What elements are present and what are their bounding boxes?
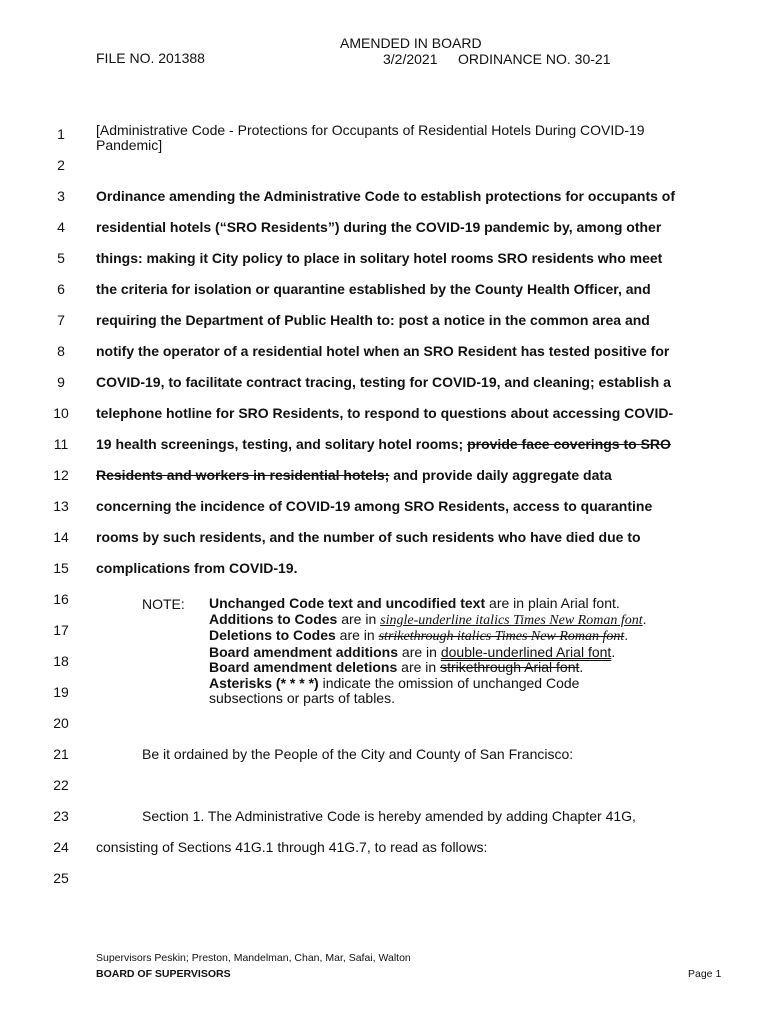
note-term: Board amendment deletions bbox=[209, 659, 398, 675]
line-number: 14 bbox=[53, 529, 69, 545]
line-number: 1 bbox=[57, 126, 65, 142]
note-term: Asterisks (* * * *) bbox=[209, 674, 319, 691]
ordinance-title-line-2: Pandemic] bbox=[96, 137, 163, 153]
line-number: 9 bbox=[57, 374, 65, 390]
summary-line: telephone hotline for SRO Residents, to respond to questions about accessing COVID- bbox=[96, 405, 674, 421]
note-style-sample: strikethrough Arial font bbox=[440, 659, 580, 675]
note-desc: are in bbox=[398, 643, 441, 660]
note-block bbox=[209, 596, 647, 707]
summary-line bbox=[96, 467, 612, 483]
summary-line: COVID-19, to facilitate contract tracing, testing for COVID-19, and cleaning; establish a bbox=[96, 374, 671, 390]
note-row bbox=[209, 596, 647, 612]
summary-line bbox=[96, 436, 671, 452]
line-number: 3 bbox=[57, 188, 65, 204]
line-number: 13 bbox=[53, 498, 69, 514]
summary-text: 19 health screenings, testing, and solitary hotel rooms; bbox=[96, 436, 468, 452]
note-desc: are in bbox=[337, 610, 381, 627]
note-desc: . bbox=[579, 659, 584, 675]
line-number: 24 bbox=[53, 839, 69, 855]
line-number: 17 bbox=[53, 622, 69, 638]
summary-line: concerning the incidence of COVID-19 among SRO Residents, access to quarantine bbox=[96, 498, 653, 514]
summary-line: complications from COVID-19. bbox=[96, 560, 298, 576]
line-number: 10 bbox=[53, 405, 69, 421]
line-number: 19 bbox=[53, 684, 69, 700]
note-style-sample: single-underline italics Times New Roman font bbox=[380, 612, 643, 628]
file-number: FILE NO. 201388 bbox=[96, 50, 205, 66]
deleted-text: provide face coverings to SRO bbox=[467, 436, 671, 452]
note-desc: are in bbox=[397, 659, 441, 675]
note-row: subsections or parts of tables. bbox=[209, 690, 395, 706]
deleted-text: Residents and workers in residential hotels; bbox=[96, 467, 390, 483]
footer-board: BOARD OF SUPERVISORS bbox=[96, 968, 231, 980]
line-number: 21 bbox=[53, 746, 69, 762]
note-row bbox=[209, 645, 647, 661]
line-number: 18 bbox=[53, 653, 69, 669]
note-row bbox=[209, 628, 647, 645]
note-style-sample: strikethrough italics Times New Roman font bbox=[378, 629, 625, 644]
ordinance-title-line-1: [Administrative Code - Protections for Occupants of Residential Hotels During COVID-19 bbox=[96, 122, 645, 138]
amended-label: AMENDED IN BOARD bbox=[340, 35, 482, 51]
summary-line: the criteria for isolation or quarantine established by the County Health Officer, and bbox=[96, 281, 651, 297]
summary-line: requiring the Department of Public Health to: post a notice in the common area and bbox=[96, 312, 650, 328]
line-number: 25 bbox=[53, 870, 69, 886]
line-number: 22 bbox=[53, 777, 69, 793]
note-label: NOTE: bbox=[142, 596, 185, 612]
ordinance-number: ORDINANCE NO. 30-21 bbox=[458, 51, 611, 67]
note-desc: indicate the omission of unchanged Code bbox=[318, 674, 580, 691]
summary-line: residential hotels (“SRO Residents”) during the COVID-19 pandemic by, among other bbox=[96, 219, 662, 235]
note-desc: . bbox=[642, 610, 647, 627]
note-desc: are in plain Arial font. bbox=[485, 595, 620, 611]
line-number: 16 bbox=[53, 591, 69, 607]
line-number: 20 bbox=[53, 715, 69, 731]
note-desc: . bbox=[624, 627, 629, 643]
note-term: Unchanged Code text and uncodified text bbox=[209, 595, 486, 611]
note-row bbox=[209, 660, 647, 676]
line-number: 15 bbox=[53, 560, 69, 576]
summary-line: Ordinance amending the Administrative Code to establish protections for occupants of bbox=[96, 188, 676, 204]
note-style-sample: double-underlined Arial font bbox=[440, 643, 612, 660]
line-number: 7 bbox=[57, 312, 65, 328]
note-term: Deletions to Codes bbox=[209, 627, 336, 643]
note-term: Board amendment additions bbox=[209, 643, 399, 660]
line-number: 2 bbox=[57, 157, 65, 173]
note-desc: are in bbox=[335, 627, 379, 643]
section-1-continuation: consisting of Sections 41G.1 through 41G.7, to read as follows: bbox=[96, 839, 488, 855]
summary-line: things: making it City policy to place in solitary hotel rooms SRO residents who meet bbox=[96, 250, 663, 266]
note-term: Additions to Codes bbox=[209, 610, 338, 627]
enacting-clause: Be it ordained by the People of the City and County of San Francisco: bbox=[142, 746, 574, 762]
line-number: 5 bbox=[57, 250, 65, 266]
line-number: 4 bbox=[57, 219, 65, 235]
note-row bbox=[209, 612, 647, 629]
footer-supervisors: Supervisors Peskin; Preston, Mandelman, Chan, Mar, Safai, Walton bbox=[96, 952, 411, 964]
page-number: Page 1 bbox=[688, 968, 722, 980]
summary-line: notify the operator of a residential hotel when an SRO Resident has tested positive for bbox=[96, 343, 670, 359]
line-number: 8 bbox=[57, 343, 65, 359]
summary-text: and provide daily aggregate data bbox=[389, 467, 612, 483]
section-1-text: Section 1. The Administrative Code is hereby amended by adding Chapter 41G, bbox=[142, 808, 636, 824]
line-number: 12 bbox=[53, 467, 69, 483]
line-number: 11 bbox=[53, 436, 69, 452]
line-number: 6 bbox=[57, 281, 65, 297]
summary-line: rooms by such residents, and the number of such residents who have died due to bbox=[96, 529, 641, 545]
line-number: 23 bbox=[53, 808, 69, 824]
note-desc: . bbox=[611, 643, 616, 660]
note-row bbox=[209, 676, 647, 692]
amended-date: 3/2/2021 bbox=[383, 51, 438, 67]
